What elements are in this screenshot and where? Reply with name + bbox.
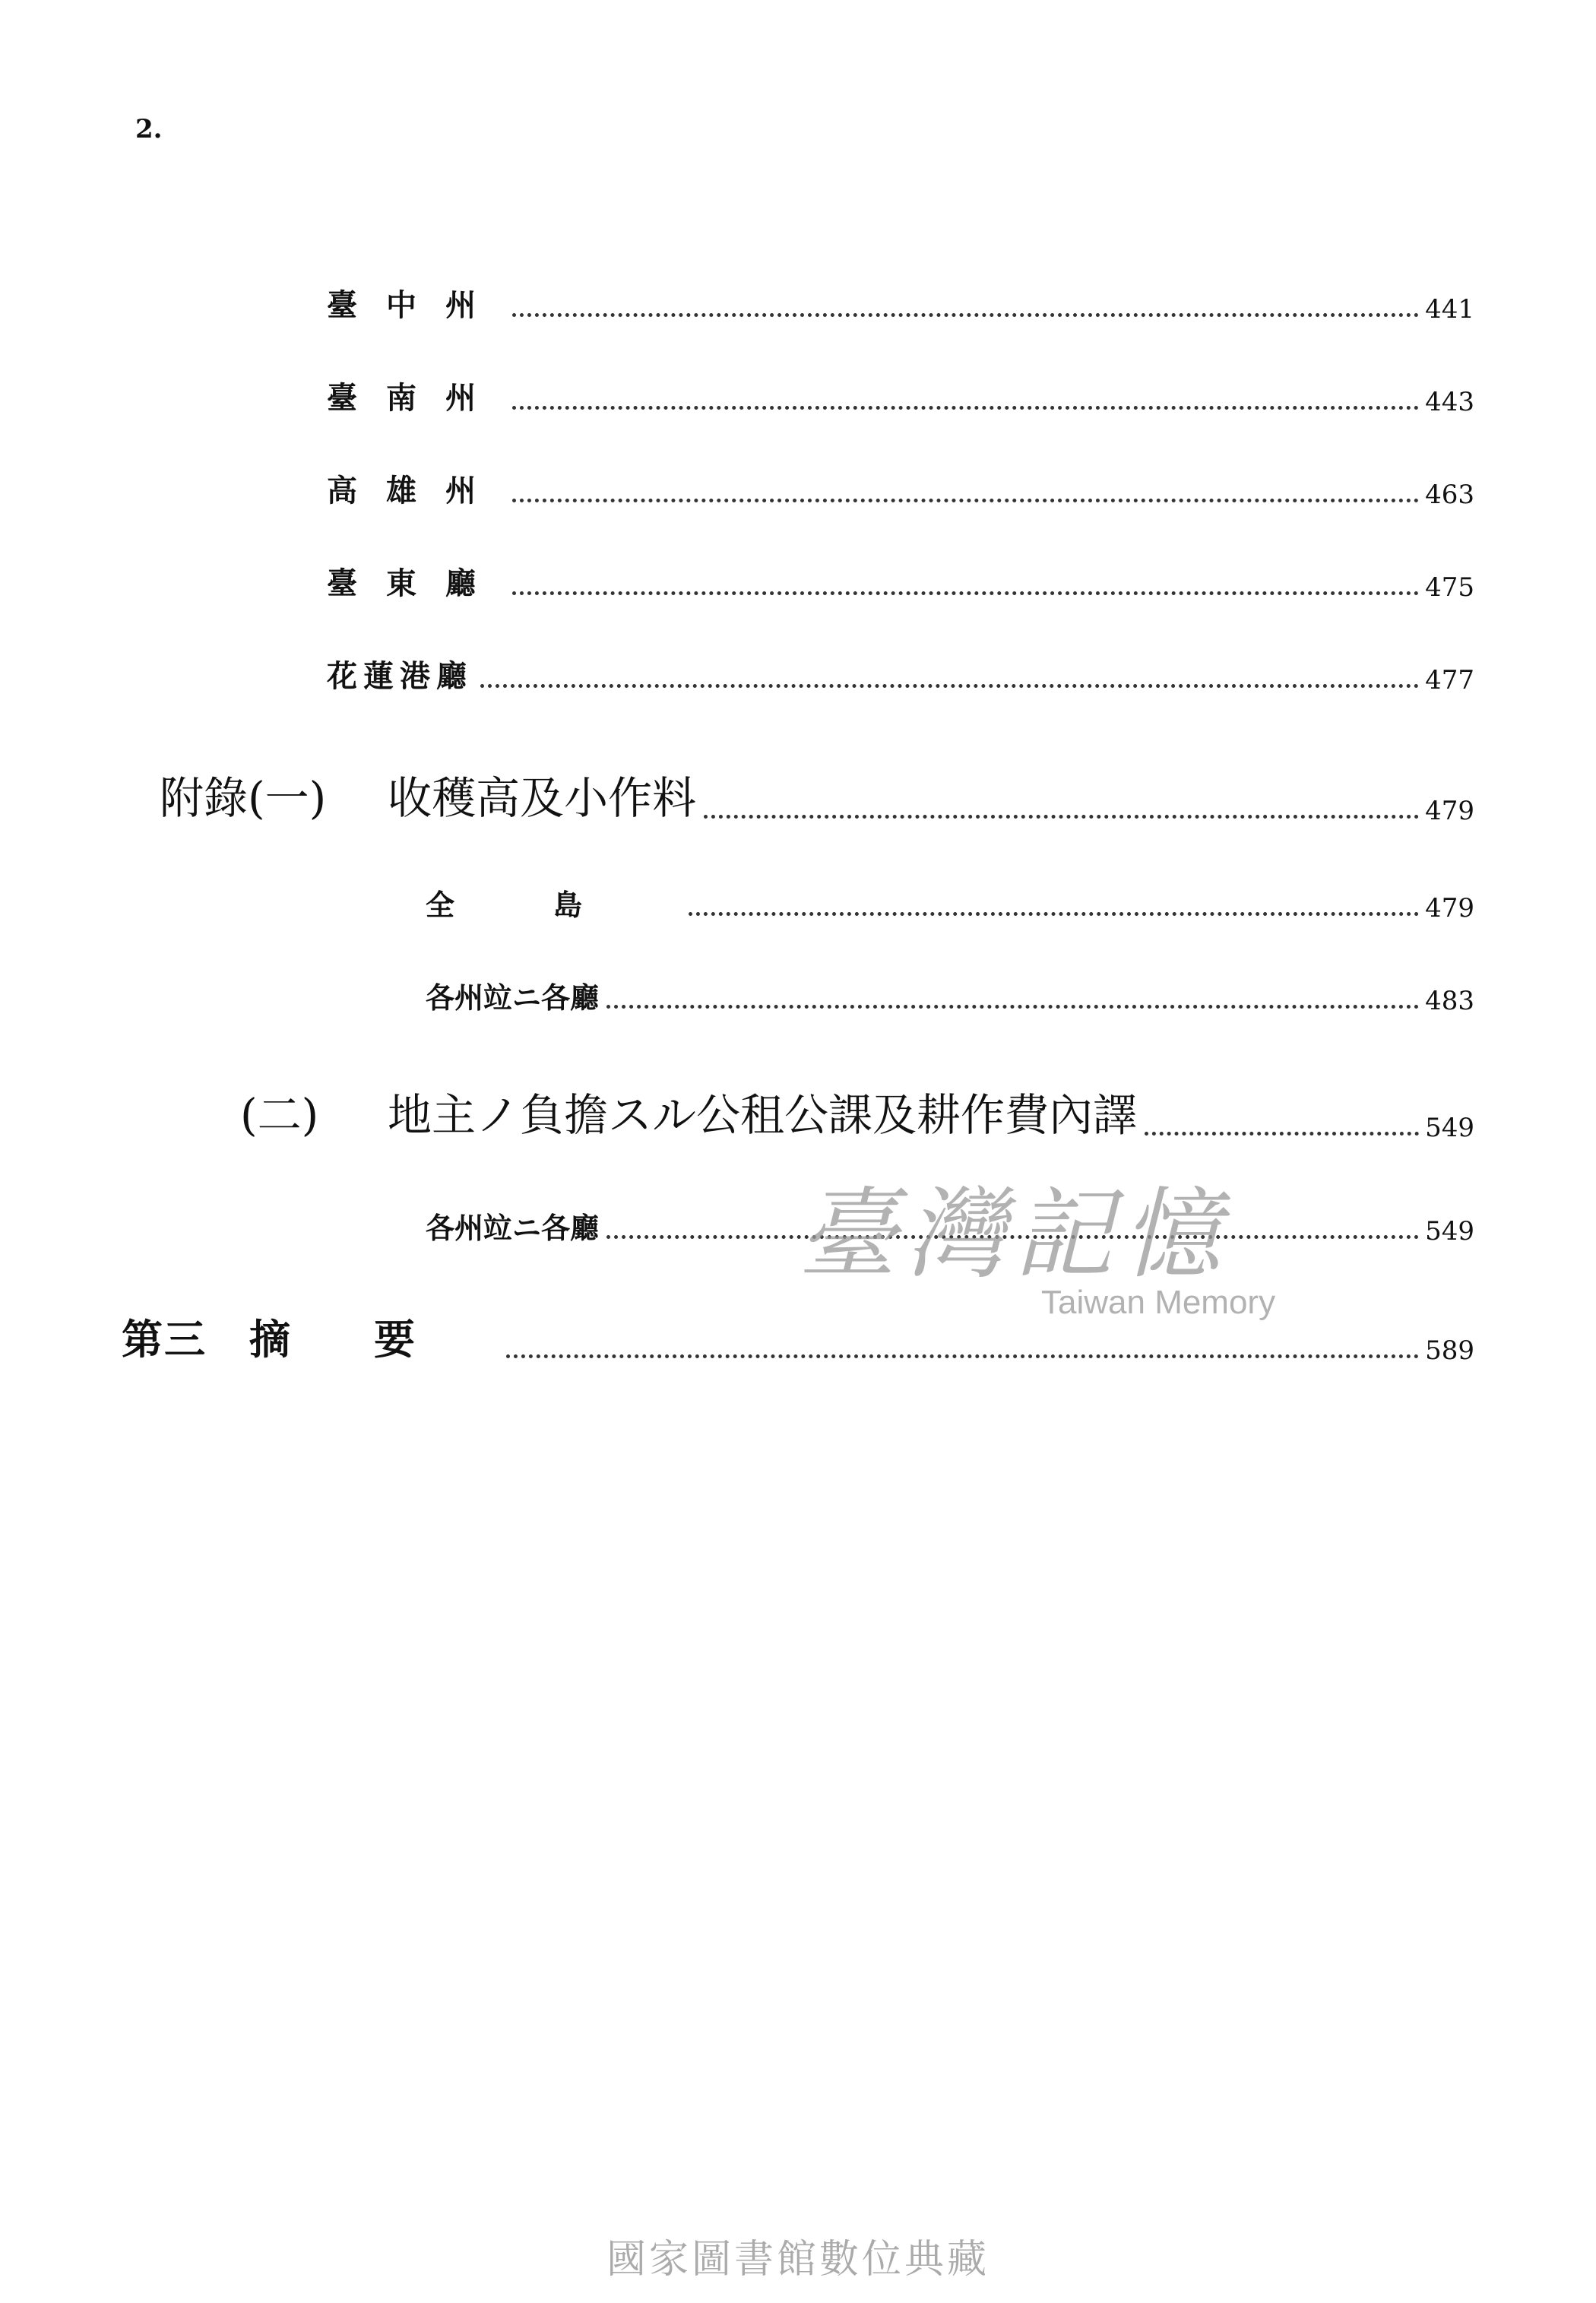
toc-page-number: 463	[1425, 480, 1474, 510]
watermark-english: Taiwan Memory	[1041, 1284, 1276, 1321]
toc-entry-title: 花蓮港廳	[327, 658, 473, 694]
leader-dots	[512, 406, 1419, 410]
toc-entry-appendix-1[interactable]	[160, 762, 1474, 826]
footer-archive-label: 國家圖書館數位典藏	[606, 2237, 990, 2282]
leader-dots	[606, 1005, 1419, 1009]
toc-entry-title: 各州竝ニ各廳	[426, 1211, 600, 1245]
toc-entry-title	[122, 1307, 499, 1366]
watermark-chinese: 臺灣記憶	[798, 1177, 1230, 1292]
leader-dots	[480, 684, 1419, 688]
toc-entry-taito[interactable]	[327, 559, 1474, 603]
section-label: 第三	[122, 1315, 207, 1364]
appendix-title: 地主ノ負擔スル公租公課及耕作費內譯	[388, 1089, 1138, 1141]
toc-page-number: 441	[1425, 294, 1474, 325]
leader-dots	[689, 912, 1419, 916]
page-number: 2.	[135, 114, 163, 144]
toc-entry-taichu[interactable]	[327, 281, 1474, 325]
toc-entry-karenko[interactable]	[327, 652, 1474, 695]
toc-page-number: 479	[1425, 796, 1474, 826]
toc-page-number: 475	[1425, 572, 1474, 603]
leader-dots	[512, 313, 1419, 317]
toc-entry-appendix-2[interactable]	[240, 1079, 1474, 1143]
toc-entry-title: 高雄州	[327, 473, 505, 508]
leader-dots	[1145, 1132, 1419, 1136]
appendix-label: (二)	[240, 1089, 319, 1141]
toc-entry-title: 臺東廳	[327, 565, 505, 601]
leader-dots	[512, 499, 1419, 502]
toc-page-number: 589	[1425, 1335, 1474, 1366]
toc-entry-title: 臺南州	[327, 380, 505, 416]
section-title: 摘要	[249, 1315, 499, 1364]
toc-entry-whole-island[interactable]	[426, 882, 1474, 923]
toc-entry-tainan[interactable]	[327, 374, 1474, 417]
toc-entry-title	[160, 762, 696, 826]
toc-page-number: 483	[1425, 986, 1474, 1016]
leader-dots	[506, 1354, 1419, 1358]
leader-dots	[704, 815, 1419, 819]
toc-entry-title: 全島	[426, 888, 682, 922]
toc-entry-each-prefecture-1[interactable]	[426, 974, 1474, 1016]
toc-entry-title: 臺中州	[327, 287, 505, 323]
toc-page-number: 479	[1425, 893, 1474, 923]
appendix-label: 附錄(一)	[160, 772, 327, 824]
toc-page-number: 549	[1425, 1113, 1474, 1143]
leader-dots	[512, 591, 1419, 595]
toc-entry-title: 各州竝ニ各廳	[426, 980, 600, 1015]
toc-page-number: 549	[1425, 1216, 1474, 1247]
toc-entry-title	[240, 1079, 1137, 1143]
toc-page-number: 443	[1425, 387, 1474, 417]
toc-page-number: 477	[1425, 665, 1474, 695]
appendix-title: 收穫高及小作料	[388, 772, 697, 824]
toc-entry-takao[interactable]	[327, 467, 1474, 510]
watermark-logo	[798, 1155, 1330, 1322]
